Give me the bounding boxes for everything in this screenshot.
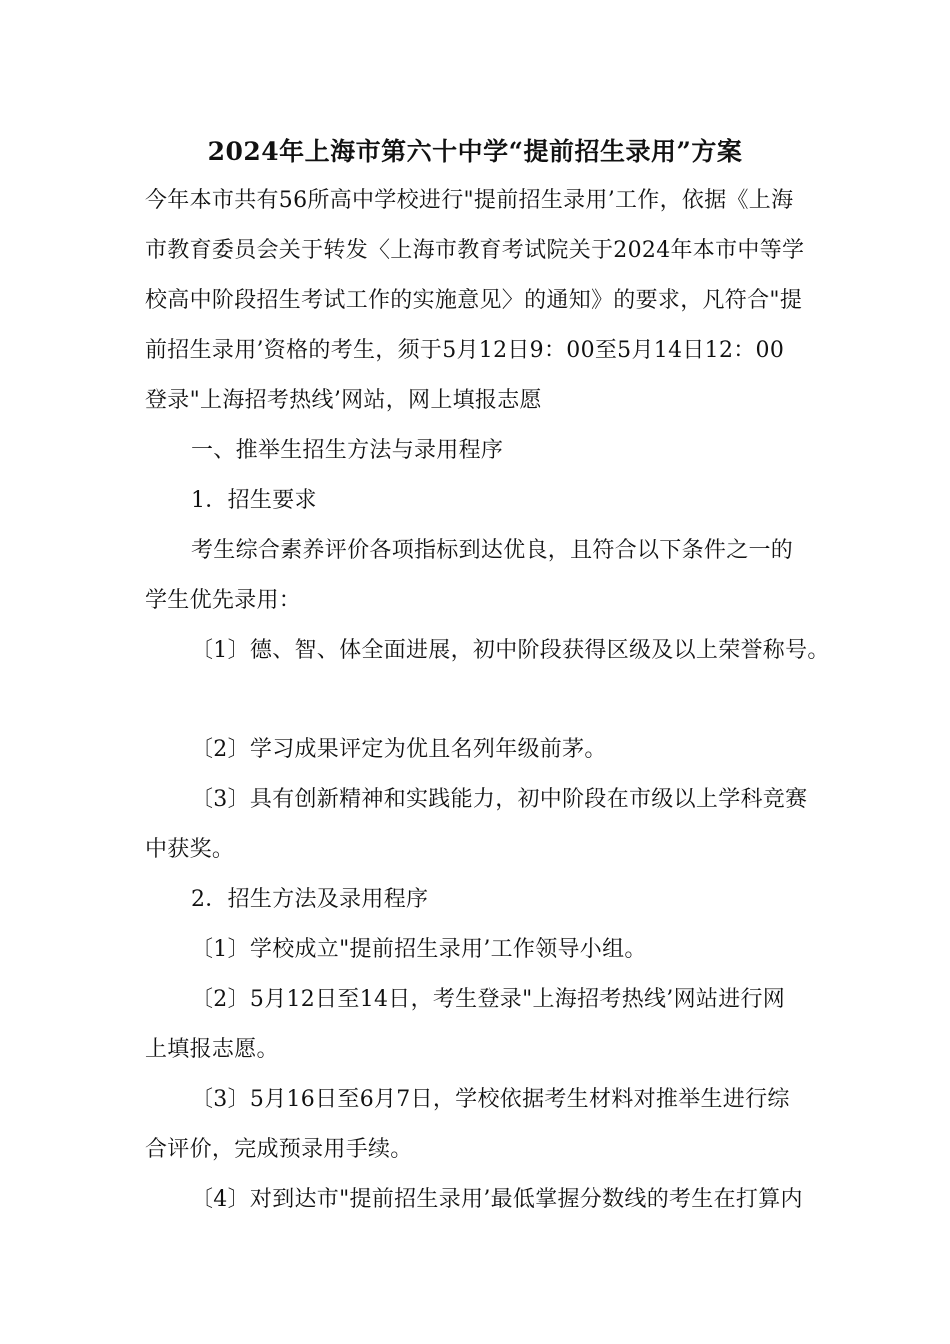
paragraph-line: 中获奖。 xyxy=(145,837,235,862)
paragraph-line: 合评价，完成预录用手续。 xyxy=(145,1137,413,1162)
paragraph-line: 考生综合素养评价各项指标到达优良，且符合以下条件之一的 xyxy=(191,538,794,563)
list-item: 〔3〕5月16日至6月7日，学校依据考生材料对推举生进行综 xyxy=(191,1087,790,1112)
list-item: 〔3〕具有创新精神和实践能力，初中阶段在市级以上学科竞赛 xyxy=(191,787,808,812)
paragraph-line: 登录"上海招考热线’网站，网上填报志愿 xyxy=(145,388,542,413)
list-item: 〔1〕德、智、体全面进展，初中阶段获得区级及以上荣誉称号。 xyxy=(191,638,830,663)
list-item: 〔2〕5月12日至14日，考生登录"上海招考热线’网站进行网 xyxy=(191,987,786,1012)
subsection-heading: 1．招生要求 xyxy=(191,488,317,513)
paragraph-line: 校高中阶段招生考试工作的实施意见〉的通知》的要求，凡符合"提 xyxy=(145,288,803,313)
document-title: 2024年上海市第六十中学“提前招生录用”方案 xyxy=(207,137,743,166)
paragraph-line: 市教育委员会关于转发〈上海市教育考试院关于2024年本市中等学 xyxy=(145,238,805,263)
list-item: 〔1〕学校成立"提前招生录用’工作领导小组。 xyxy=(191,937,647,962)
paragraph-line: 上填报志愿。 xyxy=(145,1037,279,1062)
section-heading: 一、推举生招生方法与录用程序 xyxy=(191,438,504,463)
paragraph-line: 前招生录用’资格的考生，须于5月12日9：00至5月14日12：00 xyxy=(145,338,785,363)
paragraph-line: 今年本市共有56所高中学校进行"提前招生录用’工作，依据《上海 xyxy=(145,188,794,213)
subsection-heading: 2．招生方法及录用程序 xyxy=(191,887,429,912)
list-item: 〔2〕学习成果评定为优且名列年级前茅。 xyxy=(191,737,607,762)
list-item: 〔4〕对到达市"提前招生录用’最低掌握分数线的考生在打算内 xyxy=(191,1187,803,1212)
paragraph-line: 学生优先录用： xyxy=(145,588,302,613)
